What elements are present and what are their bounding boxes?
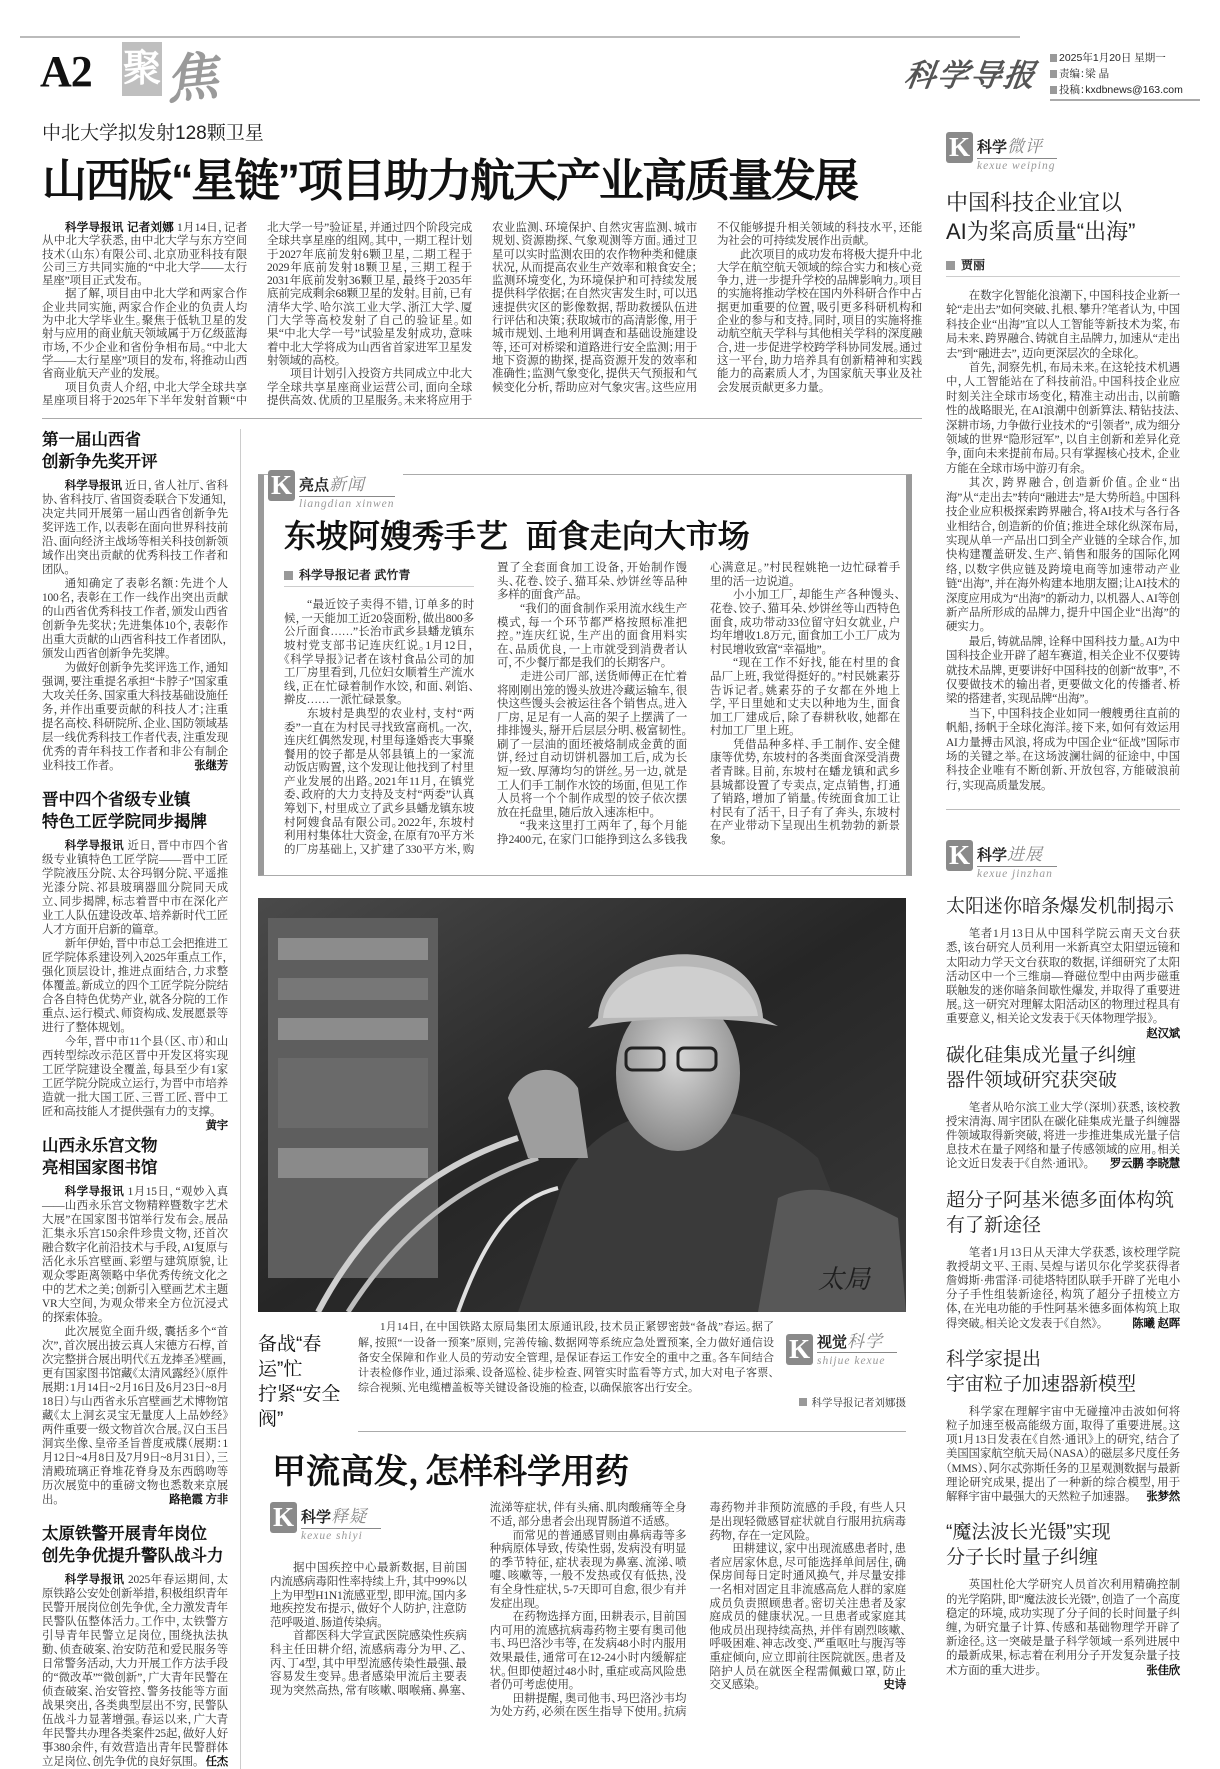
headline-line: 太原铁警开展青年岗位 (42, 1525, 207, 1544)
paragraph (42, 479, 228, 577)
progress-headline (946, 1188, 1180, 1238)
technician-photo-illustration (258, 898, 906, 1312)
paragraph (42, 839, 228, 937)
paragraph (497, 603, 687, 671)
paragraph-text: 走进公司厂部，送货师傅正在忙着将刚刚出笼的馒头放进冷藏运输车，很快这些馒头会被运往各个销售点。进入厂房，足足有一人高的架子上摆满了一排排馒头，掰开后层层分明、极富韧性。刷了一层油的面坯被烙制成金黄的面饼，经过自动切饼机器加工后，成为长短一致、厚薄均匀的饼丝。另一边，就是工人们手工制作水饺的场面，但见工作人员将一个个制作成型的饺子依次摆放在托盘里，随后放入速冻柜中。 (497, 670, 687, 819)
paragraph-text: 其次，跨界融合，创造新价值。企业“出海”从“走出去”转向“融进去”是大势所趋。中国科技企业应积极探索跨界融合，将AI技术与各行各业相结合，创造新的价值；推进全球化纵深布局，实现从单一产品出口到全产业链的全球合作，加快构建覆盖研发、生产、销售和服务的国际化网络，以数字供应链及跨境电商等加速带动产业链“出海”，并在海外构建本地朋友圈；让AI技术的深度应用成为“出海”的新动力，以机器人、AI等创新产品所形成的品牌力，提升中国企业“出海”的硬实力。 (946, 477, 1180, 634)
photo-caption-row (258, 1320, 906, 1432)
paragraph-text: 此次项目的成功发布将极大提升中北大学在航空航天领域的综合实力和核心竞争力，进一步提升学校的品牌影响力。项目的实施将推动学校在国内外科研合作中占据更加重要的位置，吸引更多科研机构和企业的参与和支持。同时，项目的实施将推动航空航天学科与其他相关学科的深度融合，进一步促进学校跨学科协同发展。通过这一平台，助力培养具有创新精神和实践能力的高素质人才，为国家航天事业及社会发展贡献更多力量。 (717, 248, 922, 394)
paragraph (710, 657, 900, 739)
headline-line: 创新争先奖开评 (42, 453, 158, 472)
commentary-column (946, 132, 1180, 810)
issue-meta (1050, 50, 1205, 98)
paragraph (710, 589, 900, 657)
column-pinyin: kexue weiping (977, 160, 1056, 172)
brief-body (42, 479, 228, 773)
paragraph (42, 1573, 228, 1769)
paragraph (490, 1530, 687, 1612)
page-body (42, 122, 1180, 1769)
progress-body (946, 1246, 1180, 1331)
paragraph-text: 东坡村是典型的农业村，支村“两委”一直在为村民寻找致富商机。一次，连庆红偶然发现，村里每逢婚丧大事聚餐用的饺子都是从邻县镇上的一家流动饭店购置，这个发现让他找到了村里产业发展的出路。2021年11月，在镇党委、政府的大力支持及支村“两委”认真筹划下，村里成立了武乡县蟠龙镇东坡村阿嫂食品有限公司。2022年，东坡村利用村集体壮大资金，在原有70平方米的厂房基础上，又扩建了330平方米，购置了全套面食加工设备，开始制作馒头、花卷、饺子、猫耳朵、炒饼丝等品种多样的面食产品。 (284, 562, 687, 856)
right-column (946, 132, 1180, 1678)
column-name-a: 视觉 (817, 1334, 848, 1352)
paragraph-text: 凭借品种多样、手工制作、安全健康等优势，东坡村的各类面食深受消费者青睐。目前，东坡村在蟠龙镇和武乡县城都设置了专卖点，定点销售，打通了销路，增加了销量。传统面食加工让村民有了活干，日子有了奔头，东坡村在产业带动下呈现出生机勃勃的新景象。 (710, 738, 900, 847)
feature-body (284, 562, 900, 857)
paragraph (946, 289, 1180, 361)
paragraph-text: 在药物选择方面，田耕表示，目前国内可用的流感抗病毒药物主要有奥司他韦、玛巴洛沙韦等，在发病48小时内服用效果最佳，通常可在12-24小时内缓解症状。但即使超过48小时，重症或高风险患者仍可考虑使用。 (489, 1611, 687, 1692)
paragraph-text: 小小加工厂，却能生产各种馒头、花卷、饺子、猫耳朵、炒饼丝等山西特色面食，成功带动33位留守妇女就业，户均年增收1.8万元，面食加工小工厂成为村民增收致富“幸福地”。 (710, 589, 900, 656)
briefs-column (42, 429, 228, 1769)
issue-editor: 责编：梁 晶 (1050, 66, 1205, 82)
progress-headline (946, 1347, 1180, 1397)
headline-line: “魔法波长光镊”实现 (946, 1522, 1111, 1544)
headline-line: 宇宙粒子加速器新模型 (946, 1373, 1137, 1395)
paragraph-text: 当下，中国科技企业如同一艘艘勇往直前的帆船，扬帆于全球化海洋。接下来，如何有效运用AI力量搏击风浪，将成为中国企业“征战”国际市场的关键之举。在这场波澜壮阔的征途中，中国科技企业唯有不断创新、开放包容，方能破浪前行，实现高质量发展。 (946, 707, 1180, 792)
issue-date: 2025年1月20日 星期一 (1050, 50, 1205, 66)
column-name-a: 科学 (977, 847, 1008, 865)
paragraph (946, 1578, 1180, 1677)
news-photo (258, 898, 906, 1312)
brief-headline (42, 789, 228, 833)
divider (946, 809, 1180, 810)
helmet-text: 太局 (818, 1265, 871, 1295)
progress-headline (946, 894, 1180, 919)
progress-body (946, 1578, 1180, 1677)
brief-body (42, 839, 228, 1133)
author-signature: 黄宇 (205, 1120, 228, 1133)
paragraph-text: 据了解，项目由中北大学和两家合作企业共同实施，两家合作企业的负责人均为中北大学毕业生。聚焦于低轨卫星的发射与应用的商业航天领域属于万亿级蓝海市场，不少企业和省份争相布局。“中北大学——太行星座”项目的发布，将推动山西省商业航天产业的发展。 (42, 288, 247, 381)
headline-line: 太阳迷你暗条爆发机制揭示 (946, 896, 1175, 918)
paragraph (709, 1543, 906, 1693)
dateline: 科学导报讯 (64, 480, 123, 493)
paragraph-text: “我们的面食制作采用流水线生产模式，每一个环节都严格按照标准把控。”连庆红说，生产出的面食用料实在、品质优良，一上市就受到消费者认可，不少餐厅都是我们的长期客户。 (497, 602, 687, 670)
k-logo-icon: K (270, 1502, 297, 1533)
column-logo-shijue (786, 1334, 906, 1368)
middle-column (258, 470, 912, 1720)
paragraph (946, 707, 1180, 793)
brief-article (42, 429, 228, 773)
paragraph-text: 此次展览全面升级，囊括多个“首次”，首次展出披云真人宋德方石椁，首次完整拼合展出明代《五龙捧圣》壁画，更有国家图书馆藏《太清风露经》（原件展期：1月14日~2月16日及6月23日~8月18日）与山西省永乐宫壁画艺术博物馆藏《太上洞玄灵宝无量度人上品妙经》两件重要一级文物首次合展。汉白玉吕洞宾坐像、皇帝圣旨普度戒牒（展期：1月12日~4月8日及7月9日~8月31日），三清殿琉璃正脊堆花脊身及东西鸱吻等历次展览中的重磅文物也悉数来京展出。 (42, 1326, 228, 1507)
column-pinyin: liangdian xinwen (299, 498, 395, 511)
paragraph-text: 1月15日，“观妙入真——山西永乐宫文物精粹暨数字艺术大展”在国家图书馆举行发布会。展品汇集永乐宫150余件珍贵文物，还首次融合数字化前沿技术与手段，AI复原与活化永乐宫壁画、彩塑与建筑原貌，让观众零距离领略中华优秀传统文化之中的艺术之美；创新引入壁画艺术主题VR大空间，为观众带来全方位沉浸式的探索体验。 (42, 1186, 228, 1325)
photo-caption (358, 1320, 906, 1432)
paragraph-text: “我来这里打工两年了，每个月能挣2400元，在家门口能挣到这么多钱我心满意足。”村民程姚艳一边忙碌着手里的活一边说道。 (497, 562, 900, 847)
paragraph (710, 739, 900, 848)
flu-headline: 甲流高发，怎样科学用药 (272, 1453, 629, 1492)
masthead-logo: 科学导报 (902, 58, 1040, 93)
paragraph (946, 1405, 1180, 1504)
paragraph-text: 通知确定了表彰名额：先进个人100名，表彰在工作一线作出突出贡献的山西省优秀科技工作者，颁发山西省创新争先奖状；先进集体10个，表彰作出重大贡献的山西省科技工作者团队，颁发山西省创新争先奖牌。 (42, 578, 228, 661)
headline-line: 亮相国家图书馆 (42, 1159, 158, 1178)
column-name-b: 新闻 (329, 475, 366, 495)
paragraph-text: 笔者1月13日从中国科学院云南天文台获悉，该台研究人员利用一米新真空太阳望远镜和太阳动力学天文台获取的数据，详细研究了太阳活动区中一个三维扇—脊磁位型中由两步磁重联触发的迷你暗条间歇性爆发，并取得了重要进展。这一研究对理解太阳活动区的物理过程具有重要意义，相关论文发表于《天体物理学报》。 (946, 928, 1180, 1026)
photo-title-line: 备战“春运”忙 (258, 1334, 322, 1381)
k-logo-icon: K (946, 132, 973, 163)
progress-item (946, 894, 1180, 1040)
progress-item (946, 1188, 1180, 1331)
headline-line: 第一届山西省 (42, 431, 141, 450)
section-logo-a: 聚 (122, 42, 162, 96)
flu-body (270, 1502, 906, 1720)
brief-article (42, 1135, 228, 1507)
photo-title (258, 1332, 352, 1432)
progress-headline (946, 1043, 1180, 1093)
brief-headline (42, 1523, 228, 1567)
paragraph (946, 1101, 1180, 1172)
paragraph (42, 577, 228, 661)
dateline: 科学导报讯 记者刘娜 (65, 222, 174, 234)
k-logo-icon: K (946, 840, 973, 871)
column-logo-liangdian (268, 470, 403, 512)
paragraph-text: 田耕提醒，奥司他韦、玛巴洛沙韦均为处方药，必须在医生指导下使用。抗病毒药物并非预防流感的手段，有些人只是出现轻微感冒症状就自行服用抗病毒药物，存在一定风险。 (489, 1502, 906, 1719)
column-logo-shiyi (270, 1502, 467, 1542)
commentary-byline: 贾丽 (946, 256, 1180, 277)
feature-byline: 科学导报记者 武竹青 (284, 566, 474, 587)
author-signature: 史诗 (883, 1679, 906, 1692)
paragraph-text: 据中国疾控中心最新数据，目前国内流感病毒阳性率持续上升，其中99%以上为甲型H1N1流感亚型，即甲流。国内多地疾控发布提示，做好个人防护，注意防范呼吸道、肠道传染病。 (270, 1562, 467, 1629)
lead-kicker: 中北大学拟发射128颗卫星 (42, 123, 264, 144)
page-number: A2 (40, 47, 92, 96)
paragraph-text: 科学家在理解宇宙中无碰撞冲击波如何将粒子加速至极高能级方面，取得了重要进展。这项1月13日发表在《自然·通讯》上的研究，结合了美国国家航空航天局（NASA）的磁层多尺度任务（MMS）、阿尔忒弥斯任务的卫星观测数据与最新理论研究成果，提出了一种新的综合模型，用于解释宇宙中最强大的天然粒子加速器。 (946, 1405, 1180, 1504)
paragraph-text: 笔者1月13日从天津大学获悉，该校理学院教授胡文平、王雨、吴煌与诺贝尔化学奖获得者詹姆斯·弗雷泽·司徒塔特团队联手开辟了光电小分子手性组装新途径，构筑了超分子扭棱立方体，在光电功能的手性阿基米德多面体构筑上取得突破。相关论文发表于《自然》。 (946, 1246, 1180, 1330)
brief-article (42, 1523, 228, 1769)
k-logo-icon: K (786, 1334, 813, 1365)
paragraph-text: 为做好创新争先奖评选工作，通知强调，要注重提名承担“卡脖子”国家重大攻关任务、国家重大科技基础设施任务，并作出重要贡献的科技人才；注重提名高校、科研院所、企业、国防领域基层一线优秀科技工作者代表，注重发现优秀的青年科技工作者和非公有制企业科技工作者。 (42, 662, 228, 773)
progress-item (946, 1520, 1180, 1677)
dateline: 科学导报讯 (64, 840, 125, 853)
headline-line: 有了新途径 (946, 1214, 1042, 1236)
headline-line: 分子长时量子纠缠 (946, 1547, 1099, 1569)
paragraph (946, 361, 1180, 476)
paragraph-text: 笔者从哈尔滨工业大学（深圳）获悉，该校教授宋清海、周宇团队在碳化硅集成光量子纠缠器件领域取得新突破，将进一步推进集成光量子信息技术在量子网络和量子传感领域的应用。相关论文近日发表于《自然·通讯》。 (946, 1101, 1180, 1171)
paragraph-text: 最后，铸就品牌，诠释中国科技力量。AI为中国科技企业开辟了超车赛道，相关企业不仅要铸就技术品牌，更要讲好中国科技的创新“故事”，不仅要做技术的输出者，更要做文化的传播者、桥梁的搭建者，实现品牌“出海”。 (946, 635, 1180, 706)
paragraph-text: 项目计划引入投资方共同成立中北大学全球共享星座商业运营公司，面向全球提供高效、优质的卫星服务。未来将应用于农业监测、环境保护、自然灾害监测、城市规划、资源勘探、气象观测等方面。通过卫星可以实时监测农田的农作物种类和健康状况，从而提高农业生产效率和粮食安全；监测环境变化，为环境保护和可持续发展提供科学依据；在自然灾害发生时，可以迅速提供灾区的影像数据，帮助救援队伍进行评估和决策；获取城市的高清影像，用于城市规划、土地利用调查和基础设施建设等，还可对桥梁和道路进行安全监测；用于地下资源的勘探，提高资源开发的效率和准确性；监测气象变化，提供天气预报和气候变化分析，帮助应对气象灾害。这些应用不仅能够提升相关领域的科技水平，还能为社会的可持续发展作出贡献。 (267, 222, 922, 407)
headline-line: 创先争优提升警队战斗力 (42, 1547, 224, 1566)
feature-headline: 东坡阿嫂秀手艺 面食走向大市场 (284, 518, 750, 555)
brief-headline (42, 429, 228, 473)
brief-body (42, 1573, 228, 1769)
paragraph-text: 近日，省人社厅、省科协、省科技厅、省国资委联合下发通知，决定共同开展第一届山西省创新争先奖评选工作，以表彰在面向世界科技前沿、面向经济主战场等相关科技创新领域作出突出贡献的优秀科技工作者和团队。 (42, 480, 228, 577)
column-pinyin: kexue jinzhan (977, 868, 1053, 881)
headline-line: 山西永乐宫文物 (42, 1137, 158, 1156)
author-signature: 张继芳 (194, 760, 228, 773)
paragraph (42, 222, 247, 288)
paragraph (490, 1611, 687, 1693)
paragraph (946, 476, 1180, 634)
feature-frame (258, 470, 912, 876)
paragraph-text: 2025年春运期间，太原铁路公安处创新举措，积极组织青年民警开展岗位创先争优，全力激发青年民警队伍整体活力。工作中，太铁警方引导青年民警立足岗位，围绕执法执勤、侦查破案、治安防范和爱民服务等日常警务活动，大力开展工作方法手段的“微改革”“微创新”，广大青年民警在侦查破案、治安管控、警务技能等方面战果突出，各类典型层出不穷，民警队伍战斗力显著增强。春运以来，广大青年民警共办理各类案件25起，做好人好事380余件，有效营造出青年民警群体立足岗位、创先争优的良好氛围。 (42, 1574, 228, 1769)
lead-headline: 山西版“星链”项目助力航天产业高质量发展 (42, 155, 858, 206)
headline-line: AI为桨高质量“出海” (946, 219, 1136, 244)
progress-body (946, 927, 1180, 1040)
commentary-headline (946, 188, 1180, 246)
issue-contact: 投稿：kxdbnews@163.com (1050, 82, 1205, 98)
column-name-a: 科学 (977, 139, 1008, 156)
headline-line: 超分子阿基米德多面体构筑 (946, 1189, 1175, 1211)
column-divider (240, 429, 241, 1769)
headline-line: 特色工匠学院同步揭牌 (42, 813, 207, 832)
column-logo-jinzhan (946, 840, 1180, 880)
paragraph (42, 288, 247, 381)
column-logo-weiping (946, 132, 1180, 172)
author-signature: 罗云鹏 李晓慧 (1109, 1158, 1180, 1171)
feature-text (284, 562, 900, 857)
commentary-body (946, 289, 1180, 793)
author-signature: 赵汉斌 (1146, 1027, 1180, 1040)
paragraph (946, 635, 1180, 707)
divider (42, 418, 922, 419)
paragraph (42, 1185, 228, 1325)
headline-line: 晋中四个省级专业镇 (42, 791, 191, 810)
paragraph (42, 937, 228, 1035)
paragraph (270, 1562, 467, 1630)
section-logo-b: 焦 (162, 48, 221, 111)
lead-body (42, 222, 922, 408)
brief-article (42, 789, 228, 1133)
paragraph (946, 927, 1180, 1040)
author-signature: 任杰 (205, 1756, 228, 1769)
paragraph (42, 1325, 228, 1507)
headline-line: 中国科技企业宜以 (946, 190, 1123, 215)
progress-item (946, 1347, 1180, 1504)
progress-column (946, 840, 1180, 1678)
paragraph-text: 而常见的普通感冒则由鼻病毒等多种病原体导致，传染性弱，发病没有明显的季节特征，症状表现为鼻塞、流涕、喷嚏、咳嗽等，一般不发热或仅有低热，没有全身性症状，5-7天即可自愈，很少有并发症出现。 (489, 1529, 687, 1610)
paragraph (497, 671, 687, 821)
column-name-b: 进展 (1007, 845, 1044, 865)
photo-title-line: 拧紧“安全阀” (258, 1384, 341, 1431)
caption-text: 1月14日，在中国铁路太原局集团太原通讯段，技术员正紧锣密鼓“备战”春运。据了解，按照“一设备一预案”原则，完善传输、数据网等系统应急处置预案，全力做好通信设备安全保障和作业人员的劳动安全管理，是保证春运工作安全的重中之重。各车间结合计表检修作业，通过添乘、设备巡检、徒步检查、网管实时监看等方式，加大对电子客票、综合视频、光电缆槽盖板等关键设备设施的检查，以确保旅客出行安全。 (358, 1321, 774, 1395)
progress-items (946, 894, 1180, 1678)
headline-line: 碳化硅集成光量子纠缠 (946, 1044, 1137, 1066)
main-area (42, 122, 922, 1769)
dateline: 科学导报讯 (64, 1574, 125, 1587)
author-signature: 张佳欣 (1146, 1664, 1180, 1677)
meta-rule (1050, 99, 1200, 101)
paragraph (946, 1246, 1180, 1331)
brief-headline (42, 1135, 228, 1179)
author-signature: 张梦然 (1146, 1491, 1180, 1504)
paragraph-text: 英国杜伦大学研究人员首次利用精确控制的光学陷阱，即“魔法波长光镊”，创造了一个高度稳定的环境，成功实现了分子间的长时间量子纠缠，为研究量子计算、传感和基础物理学开辟了新途径。这一突破是量子科学领域一系列进展中的最新成果，标志着在利用分子开发复杂量子技术方面的重大进步。 (946, 1579, 1180, 1677)
column-pinyin: kexue shiyi (301, 1530, 363, 1543)
column-name-b: 微评 (1007, 137, 1044, 156)
author-signature: 路艳霞 方非 (169, 1494, 228, 1507)
paragraph-text: “最近饺子卖得不错，订单多的时候，一天能加工近20袋面粉，做出800多公斤面食……”长治市武乡县蟠龙镇东坡村党支部书记连庆红说。1月12日，《科学导报》记者在该村食品公司的加工厂房里看到，几位妇女顺着生产流水线，正在忙碌着制作水饺，和面、剁馅、擀皮……一派忙碌景象。 (284, 599, 474, 707)
paragraph-text: 1月14日，记者从中北大学获悉，由中北大学与东方空间技术（山东）有限公司、北京劢亚科技有限公司三方共同实施的“中北大学——太行星座”项目正式发布。 (42, 222, 247, 288)
paragraph-text: 项目负责人介绍，中北大学全球共享星座项目将于2025年下半年发射首颗“中北大学一号”验证星，并通过四个阶段完成全球共享星座的组网。其中，一期工程计划于2027年底前发射6颗卫星，二期工程于2029年底前发射18颗卫星，三期工程于2031年底前发射36颗卫星，最终于2035年底前完成剩余68颗卫星的发射。目前，已有清华大学、哈尔滨工业大学、浙江大学、厦门大学等高校发射了自己的验证星。如果“中北大学一号”试验星发射成功，意味着中北大学将成为山西省首家进军卫星发射领域的高校。 (42, 222, 472, 407)
photo-credit: 科学导报记者刘娜摄 (358, 1396, 906, 1411)
column-name-b: 科学 (847, 1332, 884, 1352)
headline-line: 器件领域研究获突破 (946, 1069, 1118, 1091)
column-name-a: 科学 (301, 1509, 332, 1527)
author-signature: 陈曦 赵晖 (1132, 1317, 1180, 1330)
progress-body (946, 1405, 1180, 1504)
paragraph-text: 首先，洞察先机，布局未来。在这轮技术机遇中，人工智能站在了科技前沿。中国科技企业应时刻关注全球市场变化，精准主动出击，以前瞻性的战略眼光，在AI浪潮中创新算法、精钻技法、深耕市场，力争做行业技术的“引领者”，成为细分领域的世界“隐形冠军”，以自主创新和差异化竞争，面向未来提前布局。只有掌握核心技术，企业方能在全球市场中游刃有余。 (946, 362, 1180, 475)
headline-line: 科学家提出 (946, 1348, 1042, 1370)
lower-area (42, 429, 922, 1769)
progress-body (946, 1101, 1180, 1172)
brief-body (42, 1185, 228, 1507)
k-logo-icon: K (268, 470, 295, 501)
column-name-b: 释疑 (331, 1507, 368, 1527)
dateline: 科学导报讯 (64, 1186, 125, 1199)
paragraph (717, 249, 922, 395)
progress-headline (946, 1520, 1180, 1570)
column-name-a: 亮点 (299, 477, 330, 495)
paragraph (42, 1035, 228, 1133)
column-pinyin: shijue kexue (817, 1354, 886, 1367)
paragraph (284, 599, 474, 708)
paragraph-text: 在数字化智能化浪潮下，中国科技企业新一轮“走出去”如何突破、扎根、攀升？笔者认为，中国科技企业“出海”宜以人工智能等新技术为桨，布局未来、跨界融合、铸就自主品牌力，加速从“走出去”到“融进去”，迈向更深层次的全球化。 (946, 290, 1180, 360)
paragraph-text: 今年，晋中市11个县（区、市）和山西转型综改示范区晋中开发区将实现工匠学院建设全覆盖，每县至少有1家工匠学院分院成立运行，为晋中市培养造就一批大国工匠、三晋工匠、晋中工匠和高技能人才提供强有力的支撑。 (42, 1036, 228, 1119)
paragraph-text: 新年伊始，晋中市总工会把推进工匠学院体系建设列入2025年重点工作，强化顶层设计，推进点面结合，力求整体覆盖。新成立的四个工匠学院分院结合各自特色优势产业，就各分院的工作重点、运行模式、师资构成、发展愿景等进行了整体规划。 (42, 938, 228, 1035)
paragraph-text: “现在工作不好找，能在村里的食品厂上班，我觉得挺好的。”村民姚素芬告诉记者。姚素芬的子女都在外地上学，平日里她和丈夫以种地为生，面食加工厂建成后，除了春耕秋收，她都在村加工厂里上班。 (710, 657, 900, 738)
progress-item (946, 1043, 1180, 1172)
paragraph (42, 661, 228, 773)
paragraph-text: 近日，晋中市四个省级专业镇特色工匠学院——晋中工匠学院液压分院、太谷玛钢分院、平遥推光漆分院、祁县玻璃器皿分院同天成立、同步揭牌，标志着晋中市在深化产业工人队伍建设改革、培养新时代工匠人才方面开启新的篇章。 (42, 840, 228, 937)
paragraph-text: 田耕建议，家中出现流感患者时，患者应居家休息，尽可能选择单间居住，确保房间每日定时通风换气，并尽量安排一名相对固定且非流感高危人群的家庭成员负责照顾患者。密切关注患者及家庭成员的健康状况。一旦患者或家庭其他成员出现持续高热，并伴有剧烈咳嗽、呼吸困难、神志改变、严重呕吐与腹泻等重症倾向，应立即前往医院就医。患者及陪护人员在就医全程需佩戴口罩，防止交叉感染。 (709, 1543, 906, 1692)
paragraph-text: 首都医科大学宣武医院感染性疾病科主任田耕介绍，流感病毒分为甲、乙、丙、丁4型，其中甲型流感传染性最强、最容易发生变异。患者感染甲流后主要表现为突然高热，常有咳嗽、咽喉痛、鼻塞、流涕等症状，伴有头痛、肌肉酸痛等全身不适，部分患者会出现胃肠道不适感。 (270, 1502, 687, 1697)
